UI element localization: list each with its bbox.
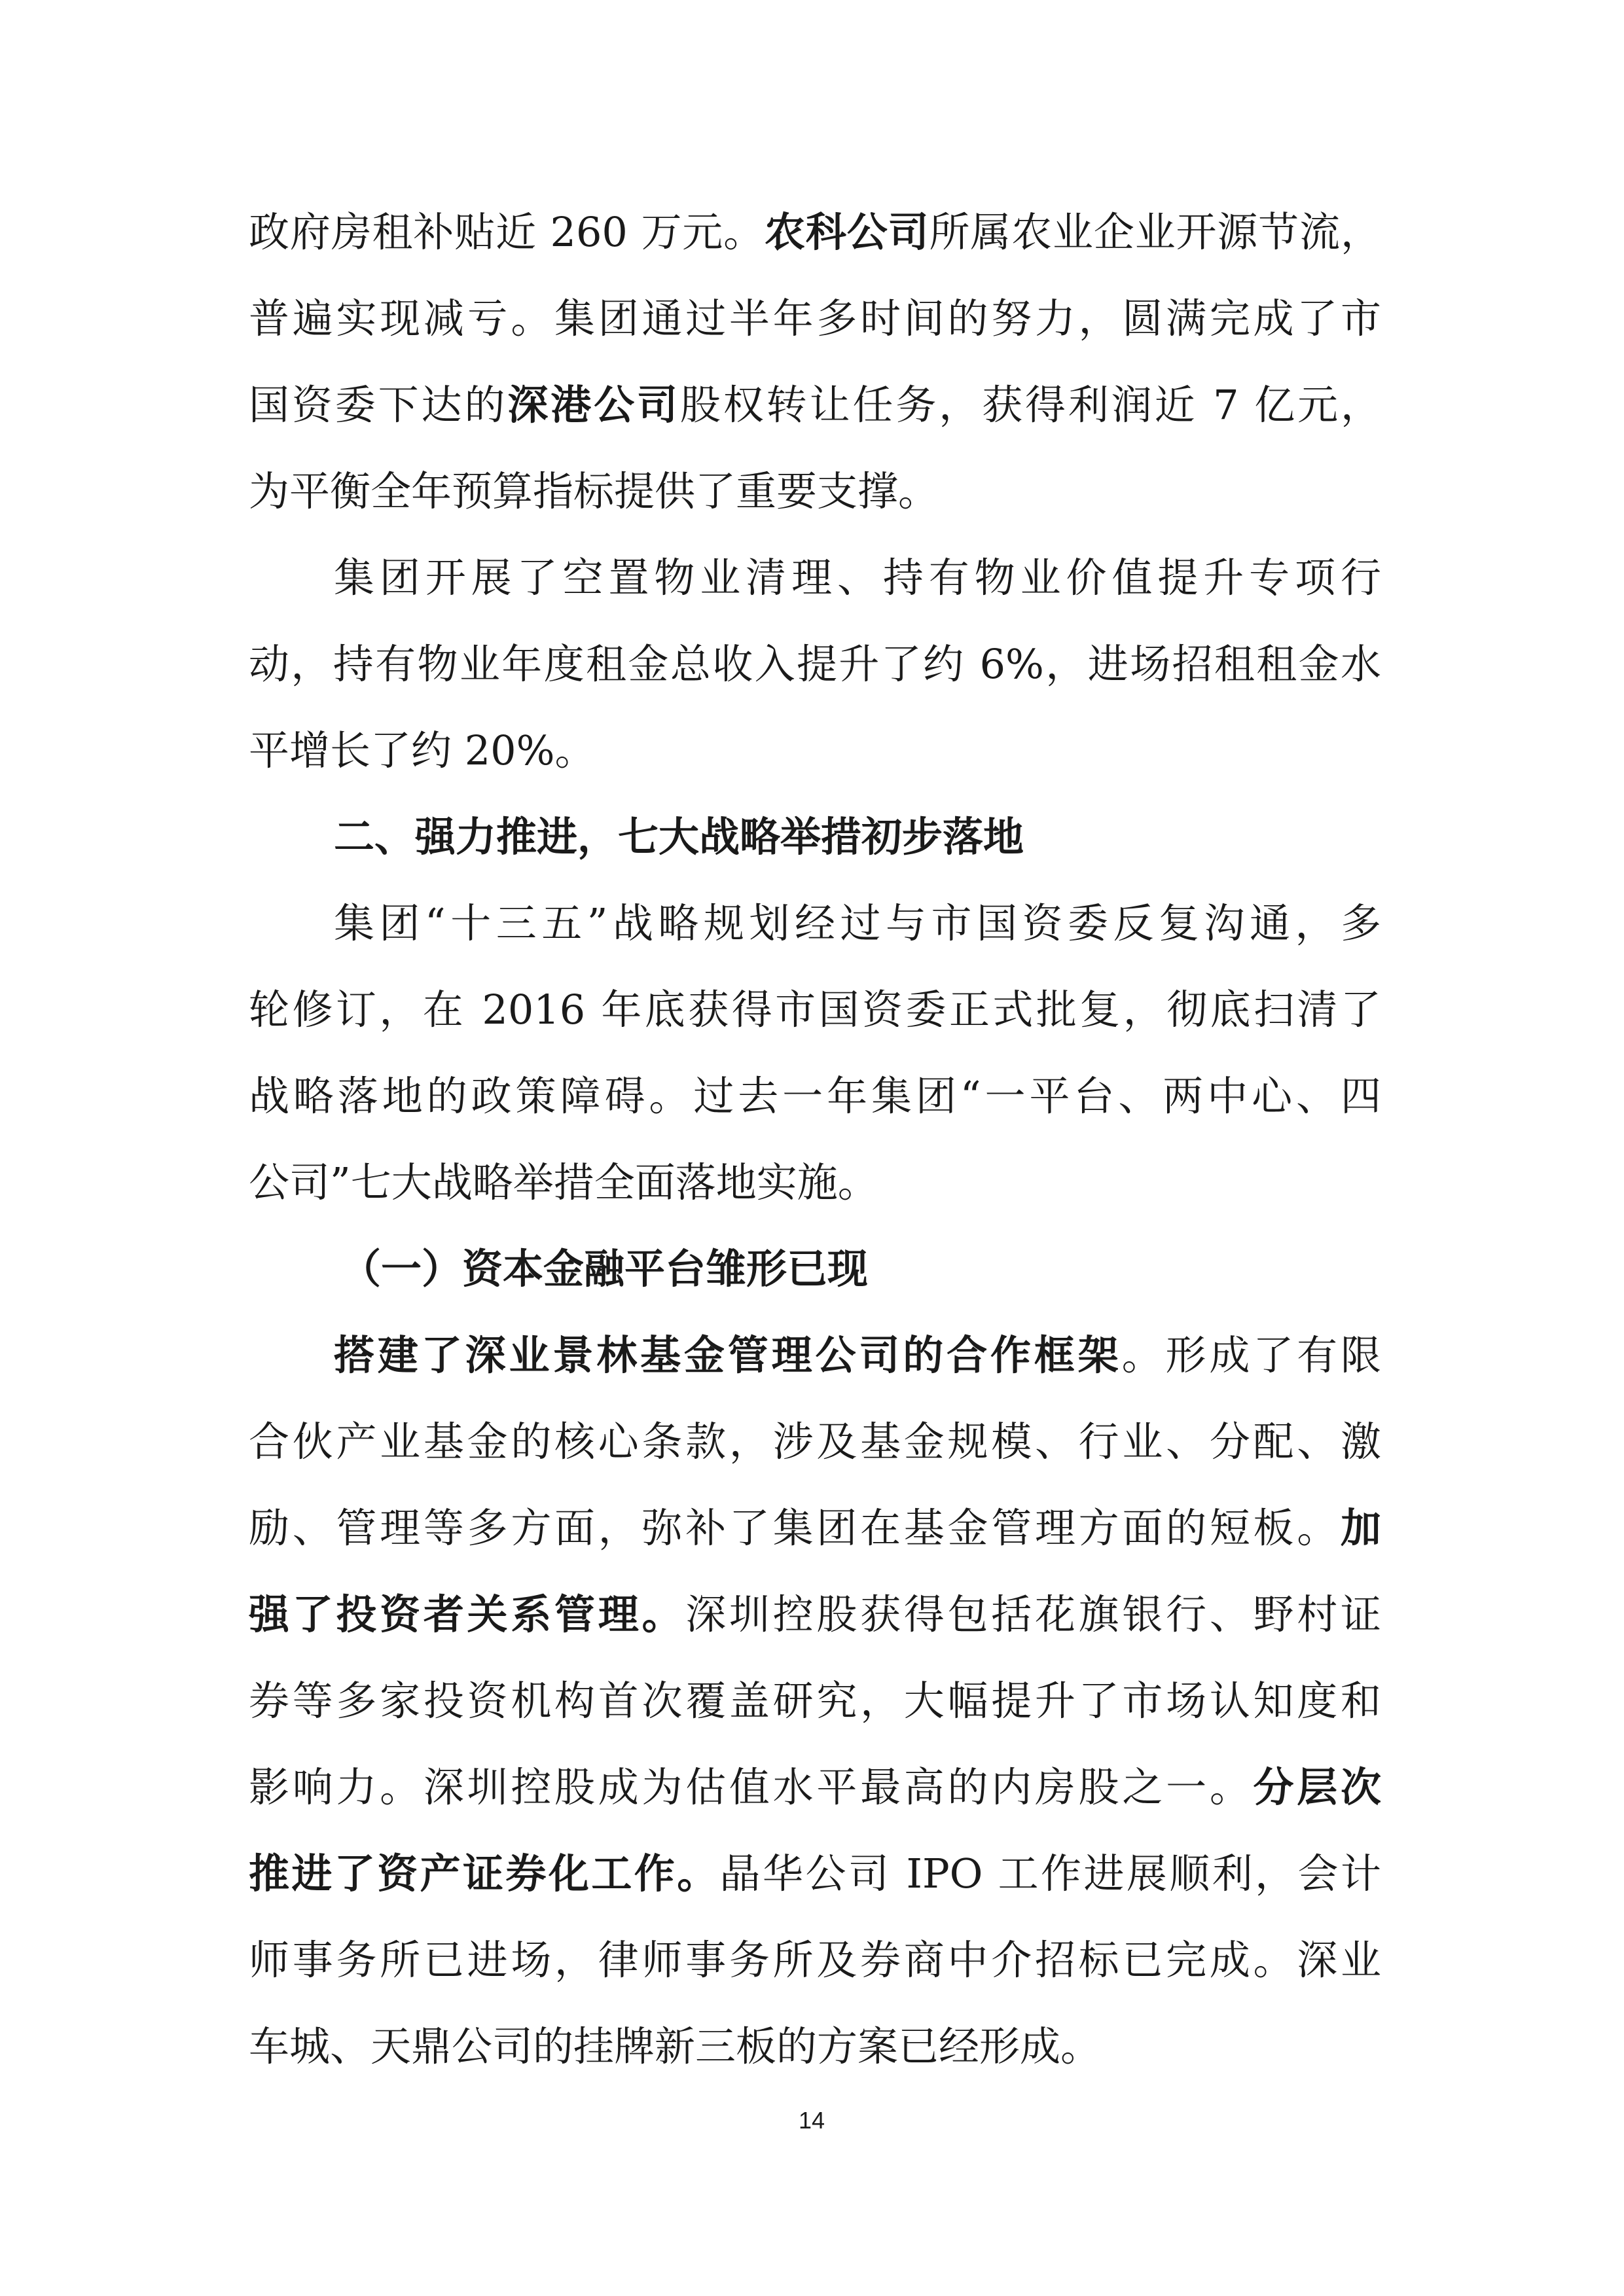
bold-text-run: 搭建了深业景林基金管理公司的合作框架	[334, 1331, 1122, 1379]
paragraph-line	[249, 1924, 1381, 1996]
text-run: 政府房租补贴近 260 万元。	[249, 208, 765, 256]
text-run: 战略落地的政策障碍。过去一年集团“一平台、两中心、四	[249, 1072, 1381, 1120]
paragraph-line	[249, 1147, 1381, 1219]
paragraph-line	[249, 628, 1381, 700]
paragraph-line	[249, 283, 1381, 355]
paragraph-line	[249, 1060, 1381, 1132]
text-run: 普遍实现减亏。集团通过半年多时间的努力，圆满完成了市	[249, 295, 1381, 342]
text-run: 晶华公司 IPO 工作进展顺利，会计	[719, 1850, 1381, 1897]
paragraph-line	[249, 1406, 1381, 1478]
paragraph-line	[249, 1665, 1381, 1737]
bold-text-run: 分层次	[1253, 1763, 1381, 1811]
text-run: 为平衡全年预算指标提供了重要支撑。	[249, 467, 939, 515]
text-run: 平增长了约 20%。	[249, 726, 596, 774]
paragraph-line	[249, 1579, 1381, 1651]
paragraph-line	[249, 2011, 1381, 2083]
paragraph-line	[249, 196, 1381, 268]
text-run: 合伙产业基金的核心条款，涉及基金规模、行业、分配、激	[249, 1418, 1381, 1465]
bold-text-run: 深港公司	[507, 381, 680, 429]
bold-text-run: 推进了资产证券化工作。	[249, 1850, 720, 1897]
subsection-heading	[340, 1233, 1381, 1305]
paragraph-line	[249, 1751, 1381, 1823]
text-run: 师事务所已进场，律师事务所及券商中介招标已完成。深业	[249, 1936, 1381, 1984]
text-run: 。形成了有限	[1121, 1331, 1381, 1379]
text-run: 集团“十三五”战略规划经过与市国资委反复沟通，多	[334, 899, 1381, 947]
page-number: 14	[798, 2107, 825, 2134]
text-run: 动，持有物业年度租金总收入提升了约 6%，进场招租租金水	[249, 640, 1381, 688]
text-run: 轮修订，在 2016 年底获得市国资委正式批复，彻底扫清了	[249, 986, 1381, 1033]
text-run: 国资委下达的	[249, 381, 508, 429]
text-run: 券等多家投资机构首次覆盖研究，大幅提升了市场认知度和	[249, 1677, 1381, 1725]
paragraph-line	[334, 542, 1381, 614]
heading-text: 二、强力推进，七大战略举措初步落地	[334, 813, 1024, 861]
section-heading	[334, 801, 1381, 873]
heading-text: （一）资本金融平台雏形已现	[340, 1245, 869, 1293]
text-run: 公司”七大战略举措全面落地实施。	[249, 1158, 878, 1206]
paragraph-line	[249, 974, 1381, 1046]
paragraph-line	[249, 1838, 1381, 1910]
paragraph-line	[249, 456, 1381, 528]
paragraph-line	[249, 715, 1381, 787]
text-run: 车城、天鼎公司的挂牌新三板的方案已经形成。	[249, 2022, 1102, 2070]
text-run: 股权转让任务，获得利润近 7 亿元，	[679, 381, 1381, 429]
paragraph-line	[249, 1492, 1381, 1564]
text-run: 所属农业企业开源节流，	[929, 208, 1381, 256]
bold-text-run: 强了投资者关系管理。	[249, 1590, 686, 1638]
paragraph-line	[334, 888, 1381, 960]
bold-text-run: 加	[1340, 1504, 1381, 1552]
paragraph-line	[249, 369, 1381, 441]
text-run: 深圳控股获得包括花旗银行、野村证	[685, 1590, 1381, 1638]
text-run: 励、管理等多方面，弥补了集团在基金管理方面的短板。	[249, 1504, 1341, 1552]
text-run: 影响力。深圳控股成为估值水平最高的内房股之一。	[249, 1763, 1254, 1811]
bold-text-run: 农科公司	[765, 208, 929, 256]
text-run: 集团开展了空置物业清理、持有物业价值提升专项行	[334, 554, 1381, 601]
paragraph-line	[334, 1319, 1381, 1391]
